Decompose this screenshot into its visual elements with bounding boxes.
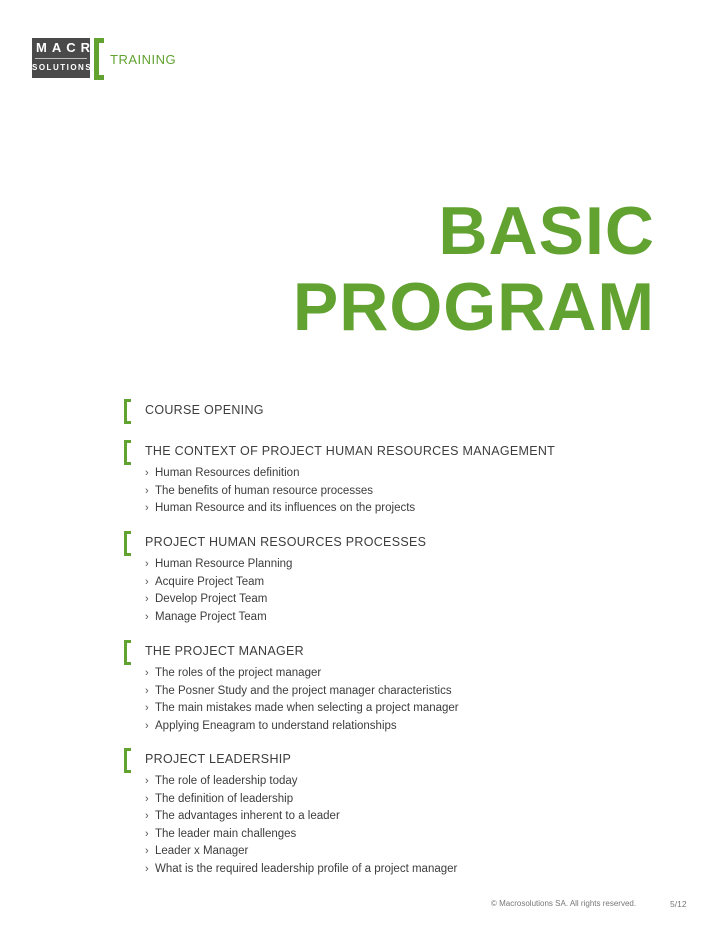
chevron-right-icon: › (145, 827, 149, 840)
chevron-right-icon: › (145, 719, 149, 732)
bracket-icon (124, 440, 131, 465)
page-title (293, 193, 655, 345)
list-item: › Acquire Project Team (145, 574, 292, 592)
chevron-right-icon: › (145, 792, 149, 805)
list-item: › The Posner Study and the project manager characteristics (145, 683, 459, 701)
chevron-right-icon: › (145, 810, 149, 823)
list-item: › Manage Project Team (145, 609, 292, 627)
bracket-icon (124, 399, 131, 424)
list-item: › Human Resource Planning (145, 556, 292, 574)
logo-top-text: MACRO (36, 40, 111, 55)
macrosolutions-logo (32, 38, 111, 78)
list-item: › Applying Eneagram to understand relationships (145, 718, 459, 736)
list-item: › The main mistakes made when selecting a project manager (145, 700, 459, 718)
list-item: › The roles of the project manager (145, 665, 459, 683)
chevron-right-icon: › (145, 502, 149, 515)
chevron-right-icon: › (145, 862, 149, 875)
bracket-icon (124, 640, 131, 665)
list-item: › The definition of leadership (145, 791, 457, 809)
bracket-icon (124, 531, 131, 556)
list-item: › The advantages inherent to a leader (145, 808, 457, 826)
chevron-right-icon: › (145, 558, 149, 570)
section-item-list (145, 773, 457, 879)
chevron-right-icon: › (145, 775, 149, 787)
section-title: PROJECT LEADERSHIP (145, 752, 292, 766)
logo-bottom-text: SOLUTIONS (32, 63, 93, 72)
footer-copyright: © Macrosolutions SA. All rights reserved. (491, 899, 637, 908)
section-title: THE CONTEXT OF PROJECT HUMAN RESOURCES MANAGEMENT (145, 444, 556, 458)
chevron-right-icon: › (145, 684, 149, 697)
bracket-icon (94, 38, 104, 80)
list-item: › The role of leadership today (145, 773, 457, 791)
chevron-right-icon: › (145, 593, 149, 606)
list-item: › Human Resources definition (145, 465, 415, 483)
list-item: › Human Resource and its influences on the projects (145, 500, 415, 518)
chevron-right-icon: › (145, 467, 149, 479)
chevron-right-icon: › (145, 667, 149, 679)
page-number: 5/12 (670, 899, 687, 909)
chevron-right-icon: › (145, 575, 149, 588)
section-item-list (145, 665, 459, 735)
chevron-right-icon: › (145, 845, 149, 858)
page-title-line1: BASIC (438, 193, 655, 269)
logo-divider (35, 58, 87, 59)
section-title: PROJECT HUMAN RESOURCES PROCESSES (145, 535, 427, 549)
section-title: COURSE OPENING (145, 403, 264, 417)
list-item: › Develop Project Team (145, 591, 292, 609)
header-label: TRAINING (110, 52, 177, 67)
list-item: › The benefits of human resource processes (145, 483, 415, 501)
chevron-right-icon: › (145, 610, 149, 623)
bracket-icon (124, 748, 131, 773)
list-item: › Leader x Manager (145, 843, 457, 861)
chevron-right-icon: › (145, 484, 149, 497)
list-item: › The leader main challenges (145, 826, 457, 844)
page-title-line2: PROGRAM (292, 269, 655, 345)
section-item-list (145, 465, 415, 518)
section-item-list (145, 556, 292, 626)
section-title: THE PROJECT MANAGER (145, 644, 304, 658)
chevron-right-icon: › (145, 702, 149, 715)
list-item: › What is the required leadership profile of a project manager (145, 861, 457, 879)
